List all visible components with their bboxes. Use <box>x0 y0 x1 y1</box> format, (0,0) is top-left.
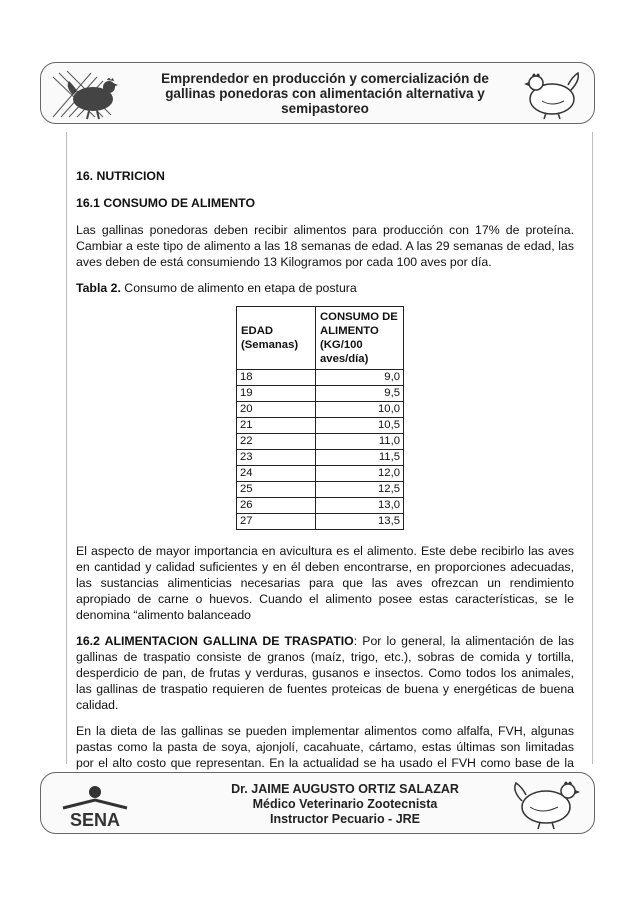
table-row <box>237 466 404 482</box>
section-16-2-text: : Por lo general, la alimentación de las gallinas de traspatio consiste de granos (maíz, trigo, etc.), sobras de comida y tortilla, desperdicio de pan, de frutas y verduras, gusanos e insectos. Como todos los animales, las gallinas de traspatio requieren de fuentes proteicas de buena y energéticas de buena calidad. <box>76 634 574 712</box>
table-header-row <box>237 307 404 370</box>
consumption-cell: 13,5 <box>316 514 404 530</box>
consumption-cell: 10,0 <box>316 402 404 418</box>
footer-banner <box>40 772 595 834</box>
age-cell: 25 <box>237 482 316 498</box>
consumption-cell: 12,5 <box>316 482 404 498</box>
age-cell: 24 <box>237 466 316 482</box>
footer-line-3: Instructor Pecuario - JRE <box>269 812 421 826</box>
header-line-3: semipastoreo <box>281 101 369 116</box>
age-cell: 27 <box>237 514 316 530</box>
consumption-cell: 11,5 <box>316 450 404 466</box>
hen-icon <box>518 67 586 121</box>
table-row <box>237 370 404 386</box>
age-cell: 22 <box>237 434 316 450</box>
table-row <box>237 386 404 402</box>
consumption-cell: 11,0 <box>316 434 404 450</box>
sena-logo-text: SENA <box>69 810 121 830</box>
table-row <box>237 418 404 434</box>
document-body <box>76 168 574 797</box>
table-row <box>237 514 404 530</box>
header-line-2: gallinas ponedoras con alimentación alternativa y <box>165 86 485 101</box>
section-16-2-title: 16.2 ALIMENTACION GALLINA DE TRASPATIO <box>76 634 354 648</box>
feed-importance-paragraph: El aspecto de mayor importancia en avicultura es el alimento. Este debe recibirlo las aves en cantidad y calidad suficientes y en él deben encontrarse, en proporciones adecuadas, las sustancias alimenticias necesarias para que las aves ofrezcan un rendimiento apropiado de carne o huevos. Cuando el alimento posee estas características, se le denomina “alimento balanceado <box>76 544 574 622</box>
consumption-cell: 13,0 <box>316 498 404 514</box>
section-16-1-title: 16.1 CONSUMO DE ALIMENTO <box>76 196 256 210</box>
age-cell: 26 <box>237 498 316 514</box>
age-cell: 20 <box>237 402 316 418</box>
col-header-age: EDAD (Semanas) <box>237 307 316 370</box>
section-16-2-paragraph <box>76 633 574 713</box>
table-row <box>237 402 404 418</box>
sena-logo <box>55 778 135 830</box>
hen-icon <box>508 777 584 831</box>
age-cell: 21 <box>237 418 316 434</box>
table-row <box>237 450 404 466</box>
age-cell: 19 <box>237 386 316 402</box>
col-header-consumption: CONSUMO DE ALIMENTO (KG/100 aves/día) <box>316 307 404 370</box>
hen-icon <box>51 67 131 121</box>
table-row <box>237 498 404 514</box>
consumption-cell: 9,0 <box>316 370 404 386</box>
footer-line-2: Médico Veterinario Zootecnista <box>252 797 438 811</box>
footer-credits <box>191 782 499 827</box>
age-cell: 18 <box>237 370 316 386</box>
table-caption-text: Consumo de alimento en etapa de postura <box>120 281 357 295</box>
table-caption <box>76 280 574 296</box>
footer-line-1: Dr. JAIME AUGUSTO ORTIZ SALAZAR <box>231 782 459 796</box>
age-cell: 23 <box>237 450 316 466</box>
diet-paragraph: En la dieta de las gallinas se pueden implementar alimentos como alfalfa, FVH, algunas pastas como la pasta de soya, ajonjolí, cacahuate, cártamo, estas últimas son limitadas por el alto costo que representan. En la actualidad se ha usado el FVH como base de la <box>76 724 574 770</box>
header-line-1: Emprendedor en producción y comercialización de <box>161 71 489 86</box>
section-16-1-paragraph: Las gallinas ponedoras deben recibir alimentos para producción con 17% de proteína. Cambiar a este tipo de alimento a las 18 semanas de edad. A las 29 semanas de edad, las aves deben de está consumiendo 13 Kilogramos por cada 100 aves por día. <box>76 223 574 269</box>
header-title <box>136 71 514 116</box>
consumption-cell: 10,5 <box>316 418 404 434</box>
consumption-cell: 9,5 <box>316 386 404 402</box>
table-row <box>237 434 404 450</box>
feed-consumption-table <box>236 306 404 530</box>
table-caption-label: Tabla 2. <box>76 281 121 295</box>
header-banner <box>40 62 595 124</box>
table-row <box>237 482 404 498</box>
consumption-cell: 12,0 <box>316 466 404 482</box>
section-16-title: 16. NUTRICION <box>76 169 165 183</box>
